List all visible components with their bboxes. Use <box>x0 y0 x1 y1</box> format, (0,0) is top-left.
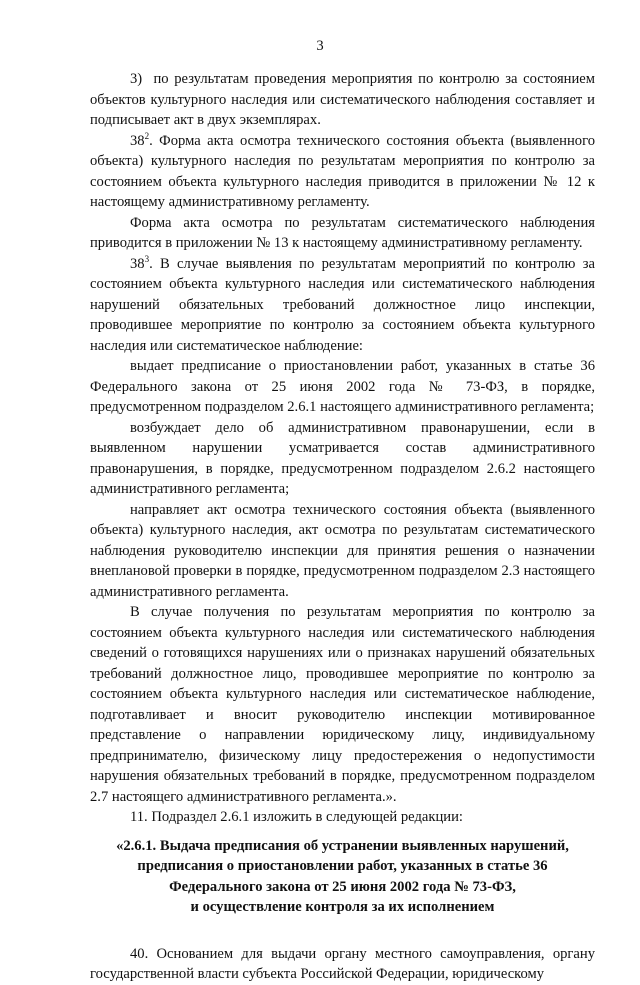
paragraph-item-11: 11. Подраздел 2.6.1 изложить в следующей редакции: <box>130 809 463 825</box>
paragraph-text: . В случае выявления по результатам мероприятий по контролю за состоянием объекта культурного наследия или систематического наблюдения нарушений обязательных требований должностное лицо инспекции, проводившее мероприятие по контролю за состоянием объекта культурного наследия или систематическое наблюдение: <box>90 255 595 354</box>
heading-line: и осуществление контроля за их исполнением <box>190 899 495 915</box>
paragraph-item-3: 3) по результатам проведения мероприятия по контролю за состоянием объектов культурного наследия или систематического наблюдения составляет и подписывает акт в двух экземплярах. <box>90 71 595 128</box>
heading-line: предписания о приостановлении работ, указанных в статье 36 <box>137 858 548 874</box>
section-heading <box>90 836 595 918</box>
spacer <box>90 918 595 944</box>
paragraph-initiates-case: возбуждает дело об административном правонарушении, если в выявленном нарушении усматривается состав административного правонарушения, в порядке, предусмотренном подразделом 2.6.2 настоящего административного регламента; <box>90 419 595 497</box>
heading-line: «2.6.1. Выдача предписания об устранении выявленных нарушений, <box>116 837 569 854</box>
paragraph-issues-order: выдает предписание о приостановлении работ, указанных в статье 36 Федерального закона от 25 июня 2002 года № 73-ФЗ, в порядке, предусмотренном подразделом 2.6.1 настоящего административного регламента; <box>90 358 595 415</box>
heading-line: Федерального закона от 25 июня 2002 года № 73-ФЗ, <box>169 878 516 895</box>
document-body <box>90 69 595 985</box>
paragraph-number: 38 <box>130 255 145 272</box>
paragraph-form-appendix-13: Форма акта осмотра по результатам систематического наблюдения приводится в приложении № 13 к настоящему административному регламенту. <box>90 214 595 251</box>
paragraph-text: . Форма акта осмотра технического состояния объекта (выявленного объекта) культурного наследия по результатам мероприятия по контролю за состоянием объекта культурного наследия приводится в приложении № 12 к настоящему административному регламенту. <box>90 132 595 210</box>
paragraph-warning: В случае получения по результатам мероприятия по контролю за состоянием объекта культурного наследия или систематического наблюдения сведений о готовящихся нарушениях или о признаках нарушений обязательных требований должностное лицо, проводившее мероприятие по контролю за состоянием объекта культурного наследия или систематическое наблюдение, подготавливает и вносит руководителю инспекции мотивированное представление о направлении юридическому лицу, индивидуальному предпринимателю, физическому лицу предостережения о недопустимости нарушения обязательных требований в порядке, предусмотренном подразделом 2.7 настоящего административного регламента.». <box>90 604 595 805</box>
paragraph-38-2 <box>90 131 595 213</box>
paragraph-38-3 <box>90 254 595 357</box>
paragraph-number: 38 <box>130 132 145 149</box>
paragraph-superscript: 3 <box>144 253 150 264</box>
paragraph-40: 40. Основанием для выдачи органу местного самоуправления, органу государственной власти субъекта Российской Федерации, юридическому <box>90 945 595 982</box>
paragraph-superscript: 2 <box>144 130 150 141</box>
paragraph-sends-act: направляет акт осмотра технического состояния объекта (выявленного объекта) культурного наследия, акт осмотра по результатам систематического наблюдения руководителю инспекции для принятия решения о назначении внеплановой проверки в порядке, предусмотренном подразделом 2.3 настоящего административного регламента. <box>90 501 595 600</box>
page-number: 3 <box>316 38 324 54</box>
